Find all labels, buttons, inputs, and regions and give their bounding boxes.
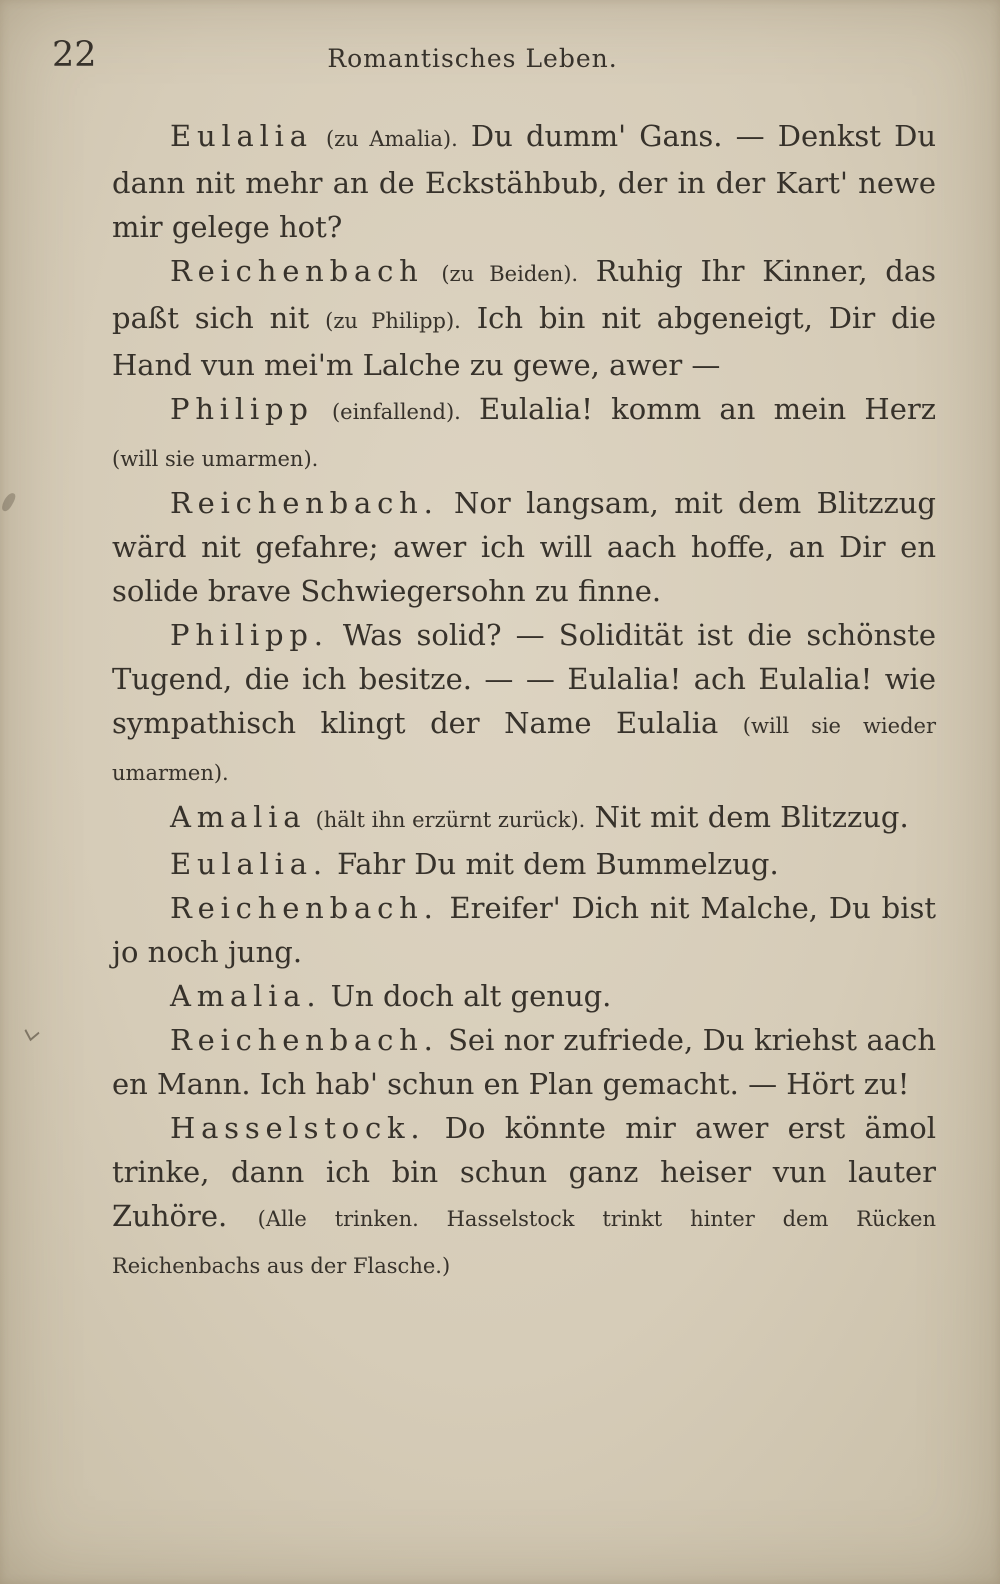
dialogue-paragraph: [112, 795, 936, 842]
dialogue-text: Un doch alt genug.: [330, 979, 612, 1013]
dialogue-paragraph: [112, 114, 936, 249]
speaker-name: Reichenbach.: [170, 486, 439, 520]
speaker-name: Reichenbach.: [170, 1023, 439, 1057]
stage-direction: (einfallend).: [331, 400, 461, 424]
dialogue-text: Ereifer' Dich nit Malche, Du bist jo noch jung.: [112, 891, 937, 969]
stage-direction: (zu Beiden).: [441, 262, 579, 286]
stage-direction: (will sie umarmen).: [112, 447, 319, 471]
speaker-name: Reichenbach.: [170, 891, 439, 925]
dialogue-text: Nit mit dem Blitzzug.: [594, 800, 909, 834]
stage-direction: (zu Amalia).: [325, 127, 458, 151]
running-head: Romantisches Leben.: [327, 44, 618, 73]
dialogue-paragraph: [112, 886, 936, 974]
dialogue-paragraph: [112, 387, 936, 481]
dialogue-paragraph: [112, 1106, 936, 1288]
speaker-name: Philipp.: [170, 618, 329, 652]
stage-direction: (Alle trinken. Hasselstock trinkt hinter dem Rücken Reichenbachs aus der Flasche.): [112, 1207, 937, 1278]
dialogue-paragraph: [112, 481, 936, 613]
speaker-name: Amalia.: [170, 979, 322, 1013]
dialogue-paragraph: [112, 974, 936, 1018]
scan-smudge: [0, 491, 17, 513]
text-block: [112, 114, 936, 1288]
dialogue-text: Eulalia! komm an mein Herz: [479, 392, 937, 426]
speaker-name: Philipp: [170, 392, 314, 426]
stage-direction: (hält ihn erzürnt zurück).: [315, 808, 586, 832]
speaker-name: Eulalia.: [170, 847, 328, 881]
page-number: 22: [52, 35, 97, 75]
speaker-name: Reichenbach: [170, 254, 424, 288]
stage-direction: (will sie wieder umarmen).: [112, 714, 936, 785]
dialogue-paragraph: [112, 1018, 936, 1106]
stage-direction: (zu Philipp).: [325, 309, 461, 333]
dialogue-text: Fahr Du mit dem Bummelzug.: [337, 847, 779, 881]
dialogue-text: Was solid? — Solidität ist die schönste Tugend, die ich besitze. — — Eulalia! ach Eulalia! wie sympathisch klingt der Name Eulalia: [112, 618, 936, 740]
dialogue-paragraph: [112, 842, 936, 886]
dialogue-paragraph: [112, 613, 936, 795]
dialogue-text: Do könnte mir awer erst ämol trinke, dann ich bin schun ganz heiser vun lauter Zuhöre.: [112, 1111, 937, 1233]
dialogue-text: Nor langsam, mit dem Blitzzug wärd nit gefahre; awer ich will aach hoffe, an Dir en solide brave Schwiegersohn zu finne.: [112, 486, 937, 608]
dialogue-text: Sei nor zufriede, Du kriehst aach en Mann. Ich hab' schun en Plan gemacht. — Hört zu!: [112, 1023, 936, 1101]
dialogue-text: Ich bin nit abgeneigt, Dir die Hand vun mei'm Lalche zu gewe, awer —: [112, 301, 937, 382]
scan-checkmark: [25, 1023, 40, 1042]
speaker-name: Amalia: [170, 800, 307, 834]
speaker-name: Eulalia: [170, 119, 313, 153]
dialogue-paragraph: [112, 249, 936, 387]
dialogue-text: Ruhig Ihr Kinner, das paßt sich nit: [112, 254, 937, 335]
speaker-name: Hasselstock.: [170, 1111, 426, 1145]
dialogue-text: Du dumm' Gans. — Denkst Du dann nit mehr an de Eckstähbub, der in der Kart' newe mir gelege hot?: [112, 119, 936, 244]
